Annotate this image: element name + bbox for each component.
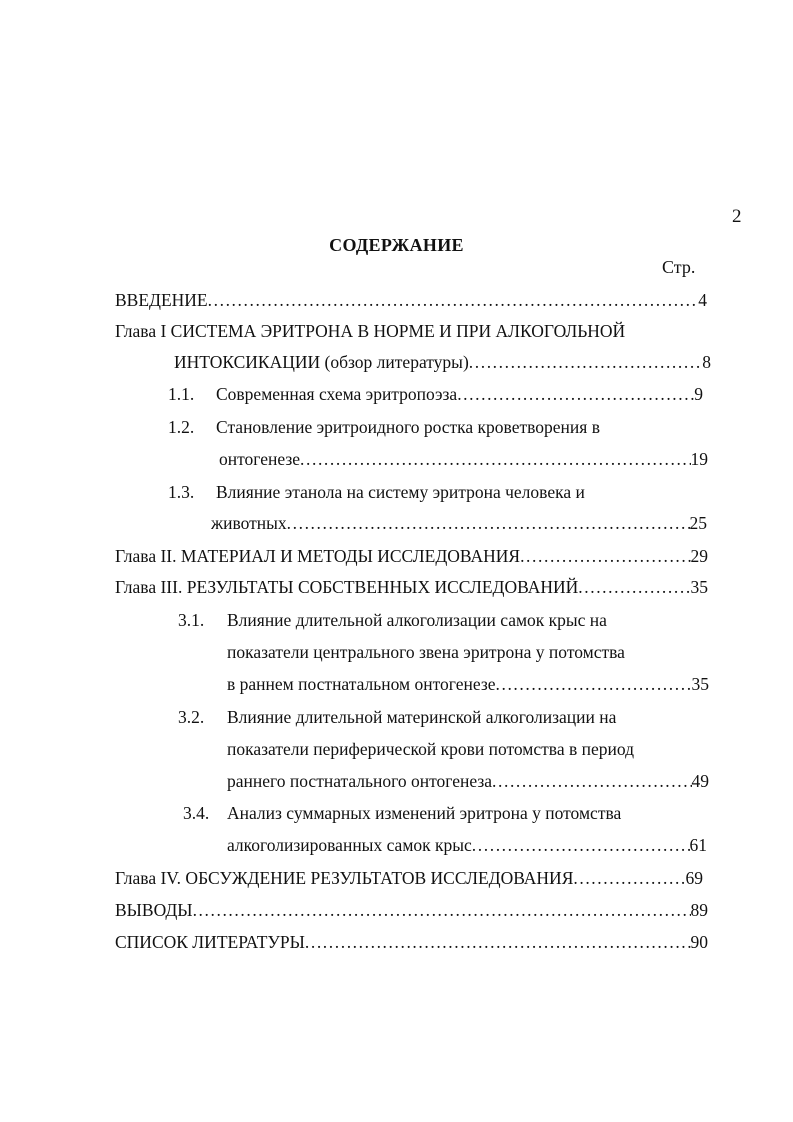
toc-entry-ch4 — [115, 866, 703, 890]
toc-page-ref: 61 — [689, 835, 707, 855]
toc-entry-text: животных — [211, 513, 287, 533]
toc-entry-3-4-line2 — [227, 833, 707, 857]
page-column-label: Стр. — [662, 257, 696, 277]
leader-dots — [492, 769, 691, 793]
toc-entry-ch3 — [115, 575, 708, 599]
toc-entry-text: алкоголизированных самок крыс — [227, 835, 472, 855]
toc-entry-references — [115, 930, 708, 954]
leader-dots — [472, 833, 690, 857]
toc-entry-text: ВВЕДЕНИЕ — [115, 290, 208, 310]
toc-entry-3-4-line1: Анализ суммарных изменений эритрона у потомства — [227, 803, 622, 823]
toc-entry-3-2-line3 — [227, 769, 709, 793]
toc-entry-ch1-line1: Глава I СИСТЕМА ЭРИТРОНА В НОРМЕ И ПРИ АЛКОГОЛЬНОЙ — [115, 321, 626, 341]
toc-entry-3-1-line2: показатели центрального звена эритрона у потомства — [227, 642, 625, 662]
toc-entry-conclusions — [115, 898, 708, 922]
toc-entry-text: раннего постнатального онтогенеза — [227, 771, 493, 791]
leader-dots — [305, 930, 691, 954]
toc-entry-1-3-line2 — [211, 511, 707, 535]
toc-page-ref: 35 — [691, 674, 709, 694]
toc-section-number: 3.4. — [183, 803, 210, 823]
toc-entry-3-2-line1: Влияние длительной материнской алкоголизации на — [227, 707, 617, 727]
toc-entry-1-1 — [216, 382, 703, 406]
toc-entry-text: Глава III. РЕЗУЛЬТАТЫ СОБСТВЕННЫХ ИССЛЕДОВАНИЙ — [115, 577, 579, 597]
toc-page-ref: 35 — [690, 577, 708, 597]
toc-page-ref: 29 — [690, 546, 708, 566]
toc-entry-text: Глава II. МАТЕРИАЛ И МЕТОДЫ ИССЛЕДОВАНИЯ — [115, 546, 521, 566]
toc-entry-3-1-line1: Влияние длительной алкоголизации самок крыс на — [227, 610, 607, 630]
toc-page-ref: 4 — [698, 290, 707, 310]
toc-title: СОДЕРЖАНИЕ — [329, 235, 464, 255]
page-number: 2 — [732, 206, 742, 227]
toc-entry-text: Современная схема эритропоэза — [216, 384, 458, 404]
toc-entry-3-2-line2: показатели периферической крови потомства в период — [227, 739, 635, 759]
toc-entry-1-3-line1: Влияние этанола на систему эритрона человека и — [216, 482, 585, 502]
toc-page-ref: 9 — [694, 384, 703, 404]
leader-dots — [520, 544, 690, 568]
leader-dots — [578, 575, 690, 599]
toc-page-ref: 89 — [690, 900, 708, 920]
toc-entry-1-2-line2 — [219, 447, 708, 471]
toc-page-ref: 49 — [691, 771, 709, 791]
leader-dots — [300, 447, 690, 471]
toc-page-ref: 25 — [689, 513, 707, 533]
toc-page-ref: 8 — [702, 352, 711, 372]
toc-entry-text: ВЫВОДЫ — [115, 900, 193, 920]
toc-entry-3-1-line3 — [227, 672, 709, 696]
toc-entry-ch2 — [115, 544, 708, 568]
toc-section-number: 1.2. — [168, 417, 195, 437]
toc-entry-text: Глава IV. ОБСУЖДЕНИЕ РЕЗУЛЬТАТОВ ИССЛЕДОВАНИЯ — [115, 868, 574, 888]
leader-dots — [208, 288, 699, 312]
toc-entry-text: СПИСОК ЛИТЕРАТУРЫ — [115, 932, 305, 952]
toc-section-number: 1.3. — [168, 482, 195, 502]
toc-entry-text: ИНТОКСИКАЦИИ (обзор литературы) — [174, 352, 469, 372]
toc-page-ref: 69 — [685, 868, 703, 888]
leader-dots — [496, 672, 692, 696]
toc-section-number: 3.2. — [178, 707, 205, 727]
leader-dots — [573, 866, 685, 890]
toc-section-number: 3.1. — [178, 610, 205, 630]
toc-entry-1-2-line1: Становление эритроидного ростка кроветворения в — [216, 417, 600, 437]
leader-dots — [469, 350, 702, 374]
toc-page-ref: 19 — [690, 449, 708, 469]
leader-dots — [457, 382, 694, 406]
toc-entry-text: онтогенезе — [219, 449, 301, 469]
toc-entry-text: в раннем постнатальном онтогенезе — [227, 674, 496, 694]
leader-dots — [193, 898, 691, 922]
toc-section-number: 1.1. — [168, 384, 195, 404]
leader-dots — [287, 511, 690, 535]
toc-page-ref: 90 — [690, 932, 708, 952]
toc-entry-ch1-line2 — [174, 350, 711, 374]
toc-entry-intro — [115, 288, 707, 312]
